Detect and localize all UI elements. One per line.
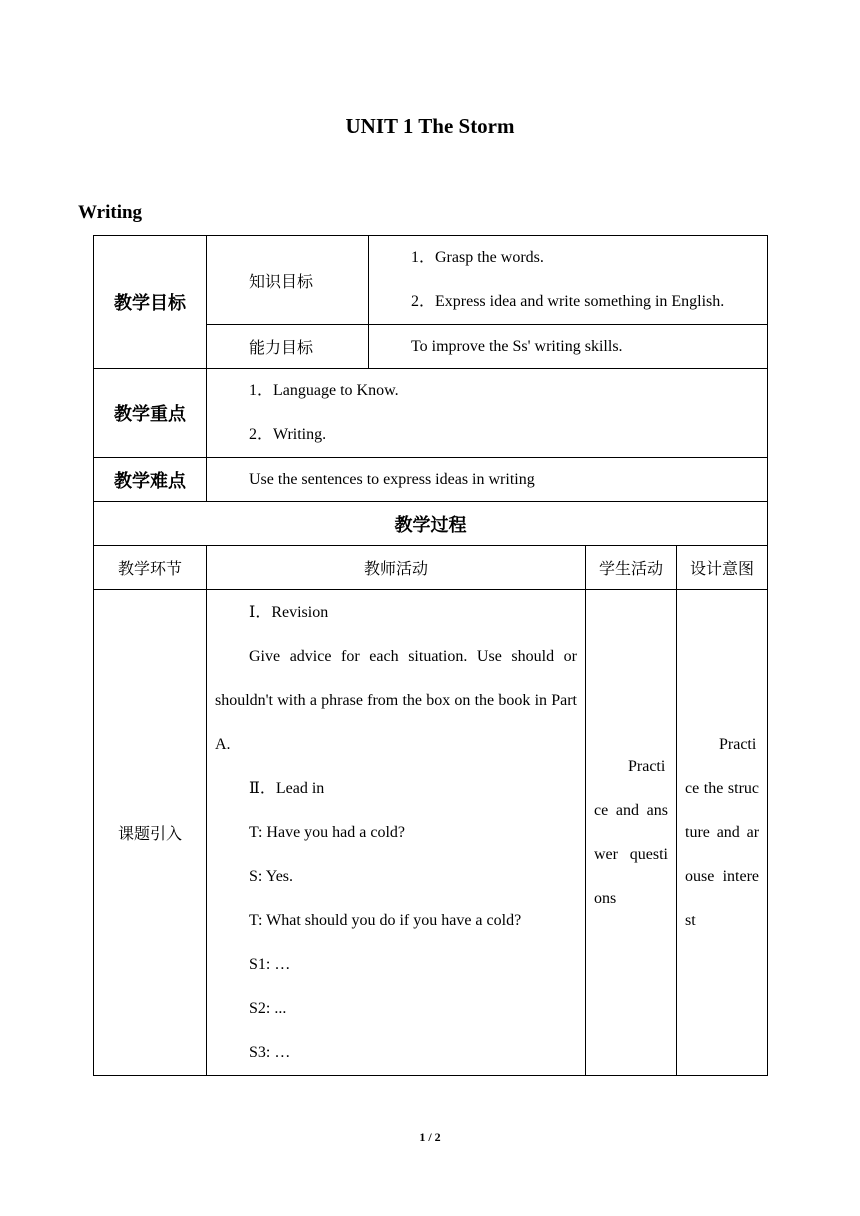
knowledge-item-1: 1．Grasp the words. — [411, 249, 544, 266]
dialogue-line: T: Have you had a cold? — [249, 824, 406, 841]
lead-in-heading: Ⅱ．Lead in — [249, 780, 325, 797]
dialogue-line: T: What should you do if you have a cold? — [249, 912, 522, 929]
revision-heading: Ⅰ．Revision — [249, 604, 329, 621]
difficulties-label: 教学难点 — [94, 458, 207, 502]
key-points-label: 教学重点 — [94, 369, 207, 458]
process-heading: 教学过程 — [94, 502, 768, 546]
knowledge-objective-label: 知识目标 — [207, 236, 369, 325]
column-header-stage: 教学环节 — [94, 546, 207, 590]
key-point-item-1: 1．Language to Know. — [249, 382, 399, 399]
dialogue-line: S: Yes. — [249, 868, 294, 885]
column-header-teacher: 教师活动 — [207, 546, 586, 590]
dialogue-line: S3: … — [249, 1044, 291, 1061]
page-number: 1 / 2 — [419, 1130, 441, 1144]
dialogue-line: S1: … — [249, 956, 291, 973]
design-purpose-text: Practice the structure and arouse interest — [685, 735, 760, 929]
document-title: UNIT 1 The Storm — [345, 114, 515, 138]
key-points-content — [207, 369, 768, 458]
column-header-student: 学生活动 — [586, 546, 677, 590]
ability-objective-text: To improve the Ss' writing skills. — [369, 325, 768, 369]
key-point-item-2: 2．Writing. — [249, 426, 327, 443]
student-activity-cell — [586, 590, 677, 1076]
teacher-activity-cell — [207, 590, 586, 1076]
table-row — [94, 590, 768, 1076]
difficulties-text: Use the sentences to express ideas in writing — [207, 458, 768, 502]
student-activity-text: Practice and answer questions — [594, 757, 668, 907]
lesson-plan-table — [93, 235, 768, 1076]
section-heading: Writing — [78, 202, 143, 223]
knowledge-objective-content — [369, 236, 768, 325]
ability-objective-label: 能力目标 — [207, 325, 369, 369]
knowledge-item-2: 2．Express idea and write something in English. — [411, 293, 725, 310]
revision-text: Give advice for each situation. Use should or shouldn't with a phrase from the box on the book in Part A. — [215, 648, 577, 753]
design-purpose-cell — [677, 590, 768, 1076]
column-header-purpose: 设计意图 — [677, 546, 768, 590]
dialogue-line: S2: ... — [249, 1000, 287, 1017]
objectives-label: 教学目标 — [94, 236, 207, 369]
stage-cell: 课题引入 — [94, 590, 207, 1076]
